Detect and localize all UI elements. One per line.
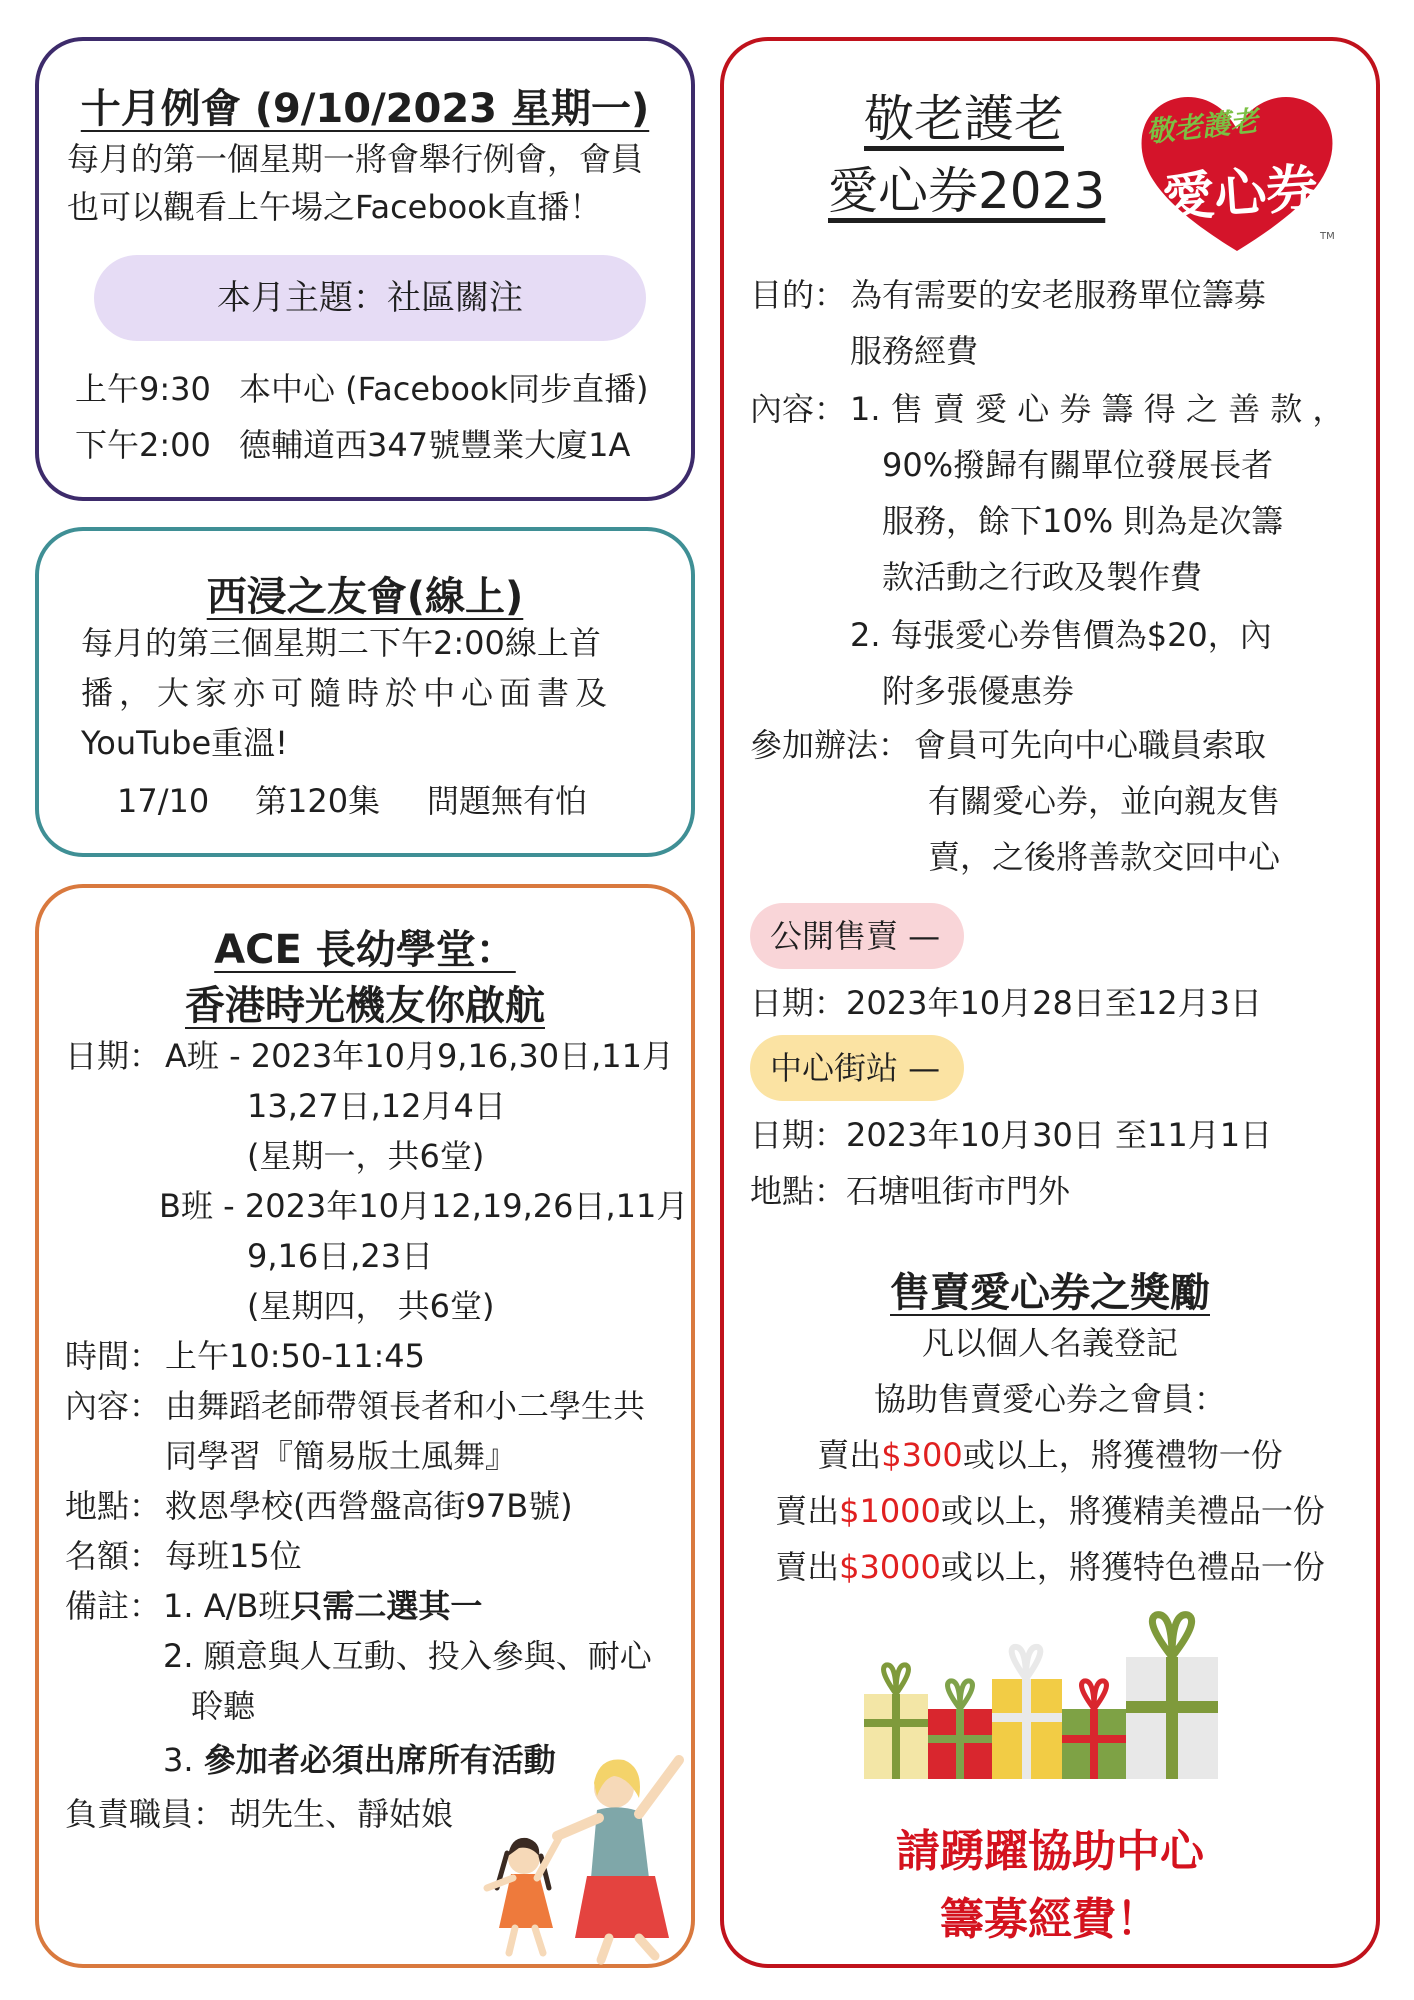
ace-content-line1: 由舞蹈老師帶領長者和小二學生共 <box>165 1387 646 1425</box>
coupon-logo <box>1132 81 1342 256</box>
friends-title: 西浸之友會(線上) <box>206 574 524 620</box>
gift-boxes-illustration <box>864 1609 1224 1784</box>
ace-note1-text: 1. A/B班 <box>163 1587 291 1625</box>
join-line2: 有關愛心券，並向親友售 <box>928 782 1281 820</box>
ace-note3-number: 3. <box>163 1741 204 1779</box>
public-sale-date: 日期：2023年10月28日至12月3日 <box>750 984 1262 1022</box>
public-sale-pill <box>750 903 964 969</box>
reward-tier-300 <box>724 1435 1376 1477</box>
join-line3: 賣，之後將善款交回中心 <box>928 838 1281 876</box>
content-item2-line1: 2. 每張愛心券售價為$20，內 <box>850 616 1272 654</box>
ace-content-label: 內容： <box>65 1387 162 1425</box>
ace-quota-label: 名額： <box>65 1537 162 1575</box>
dancing-woman-and-girl-illustration <box>479 1738 699 1968</box>
content-item1-line1: 1. 售 賣 愛 心 券 籌 得 之 善 款 ， <box>850 390 1345 428</box>
ace-time-label: 時間： <box>65 1337 162 1375</box>
street-station-pill <box>750 1035 964 1101</box>
content-item1-line2: 90%撥歸有關單位發展長者 <box>882 446 1274 484</box>
reward-line2: 協助售賣愛心券之會員： <box>873 1380 1226 1418</box>
friends-card <box>35 527 695 857</box>
street-station-label: 中心街站 — <box>770 1049 941 1087</box>
reward-title: 售賣愛心券之獎勵 <box>890 1270 1210 1316</box>
ace-notes-label: 備註： <box>65 1587 162 1625</box>
reward-300-amount: $300 <box>881 1436 963 1474</box>
meeting-desc-line1: 每月的第一個星期一將會舉行例會，會員 <box>67 140 644 178</box>
logo-top-text: 敬老護老 <box>1144 104 1260 149</box>
content-item1-line4: 款活動之行政及製作費 <box>882 558 1203 596</box>
episode-title: 問題無有怕 <box>427 782 588 820</box>
ace-date-label: 日期： <box>65 1037 162 1075</box>
content-item1-line3: 服務，餘下10% 則為是次籌 <box>882 502 1284 540</box>
join-line1: 會員可先向中心職員索取 <box>914 726 1267 764</box>
street-station-date: 日期：2023年10月30日 至11月1日 <box>750 1116 1273 1154</box>
purpose-line2: 服務經費 <box>850 332 979 370</box>
join-label: 參加辦法： <box>750 726 911 764</box>
ace-content-line2: 同學習『簡易版土風舞』 <box>165 1437 518 1475</box>
coupon-title-line1: 敬老護老 <box>864 90 1064 148</box>
purpose-label: 目的： <box>750 276 847 314</box>
street-station-place: 地點：石塘咀街市門外 <box>750 1172 1071 1210</box>
content-item2-line2: 附多張優惠券 <box>882 672 1075 710</box>
logo-main-text: 愛心券 <box>1160 157 1321 230</box>
episode-date: 17/10 <box>117 782 210 820</box>
ace-place: 救恩學校(西營盤高街97B號) <box>165 1487 573 1525</box>
ace-note1 <box>163 1586 482 1628</box>
class-a-line3: (星期一，共6堂) <box>247 1137 485 1175</box>
reward-tier-1000 <box>724 1491 1376 1533</box>
purpose-line1: 為有需要的安老服務單位籌募 <box>850 276 1267 314</box>
am-time: 上午9:30 <box>75 370 211 408</box>
meeting-card <box>35 37 695 501</box>
theme-label: 本月主題：社區關注 <box>217 278 523 318</box>
class-a-line1: A班 - 2023年10月9,16,30日,11月 <box>165 1037 674 1075</box>
meeting-desc-line2: 也可以觀看上午場之Facebook直播！ <box>67 188 602 226</box>
class-a-line2: 13,27日,12月4日 <box>247 1087 506 1125</box>
theme-pill <box>94 255 646 341</box>
reward-1000-suffix: 或以上，將獲精美禮品一份 <box>940 1492 1325 1530</box>
ace-note2-line2: 聆聽 <box>191 1687 256 1725</box>
ace-quota: 每班15位 <box>165 1537 302 1575</box>
pm-time: 下午2:00 <box>75 426 211 464</box>
coupon-title-line2: 愛心券2023 <box>828 162 1106 220</box>
reward-3000-suffix: 或以上，將獲特色禮品一份 <box>940 1548 1325 1586</box>
reward-300-suffix: 或以上，將獲禮物一份 <box>962 1436 1283 1474</box>
class-b-line3: (星期四， 共6堂) <box>247 1287 495 1325</box>
reward-tier-3000 <box>724 1547 1376 1589</box>
content-label: 內容： <box>750 390 847 428</box>
friends-desc-line3: YouTube重溫! <box>81 724 288 762</box>
reward-line1: 凡以個人名義登記 <box>921 1324 1178 1362</box>
reward-3000-prefix: 賣出 <box>775 1548 840 1586</box>
ace-staff-label: 負責職員： <box>65 1795 226 1833</box>
ace-note3-emphasis: 參加者必須出席所有活動 <box>203 1741 556 1779</box>
reward-1000-amount: $1000 <box>839 1492 941 1530</box>
reward-300-prefix: 賣出 <box>817 1436 882 1474</box>
ace-note1-emphasis: 只需二選其一 <box>290 1587 483 1625</box>
ace-card <box>35 884 695 1968</box>
ace-title-line2: 香港時光機友你啟航 <box>185 983 545 1029</box>
ace-title-line1: ACE 長幼學堂： <box>214 927 516 973</box>
class-b-line1: B班 - 2023年10月12,19,26日,11月 <box>159 1187 689 1225</box>
reward-1000-prefix: 賣出 <box>775 1492 840 1530</box>
meeting-title: 十月例會 (9/10/2023 星期一) <box>80 86 650 132</box>
friends-desc-line2: 播，大家亦可隨時於中心面書及 <box>81 674 614 712</box>
call-to-action-line1: 請踴躍協助中心 <box>896 1826 1204 1877</box>
public-sale-label: 公開售賣 — <box>770 917 941 955</box>
logo-trademark: TM <box>1320 231 1335 242</box>
friends-desc-line1: 每月的第三個星期二下午2:00線上首 <box>81 624 601 662</box>
class-b-line2: 9,16日,23日 <box>247 1237 434 1275</box>
am-place: 本中心 (Facebook同步直播) <box>239 370 649 408</box>
ace-time: 上午10:50-11:45 <box>165 1337 425 1375</box>
ace-place-label: 地點： <box>65 1487 162 1525</box>
coupon-card <box>720 37 1380 1968</box>
call-to-action-line2: 籌募經費！ <box>940 1894 1160 1945</box>
reward-3000-amount: $3000 <box>839 1548 941 1586</box>
ace-note2-line1: 2. 願意與人互動、投入參與、耐心 <box>163 1637 652 1675</box>
ace-staff: 胡先生、靜姑娘 <box>229 1795 454 1833</box>
episode-number: 第120集 <box>255 782 381 820</box>
pm-place: 德輔道西347號豐業大廈1A <box>239 426 631 464</box>
